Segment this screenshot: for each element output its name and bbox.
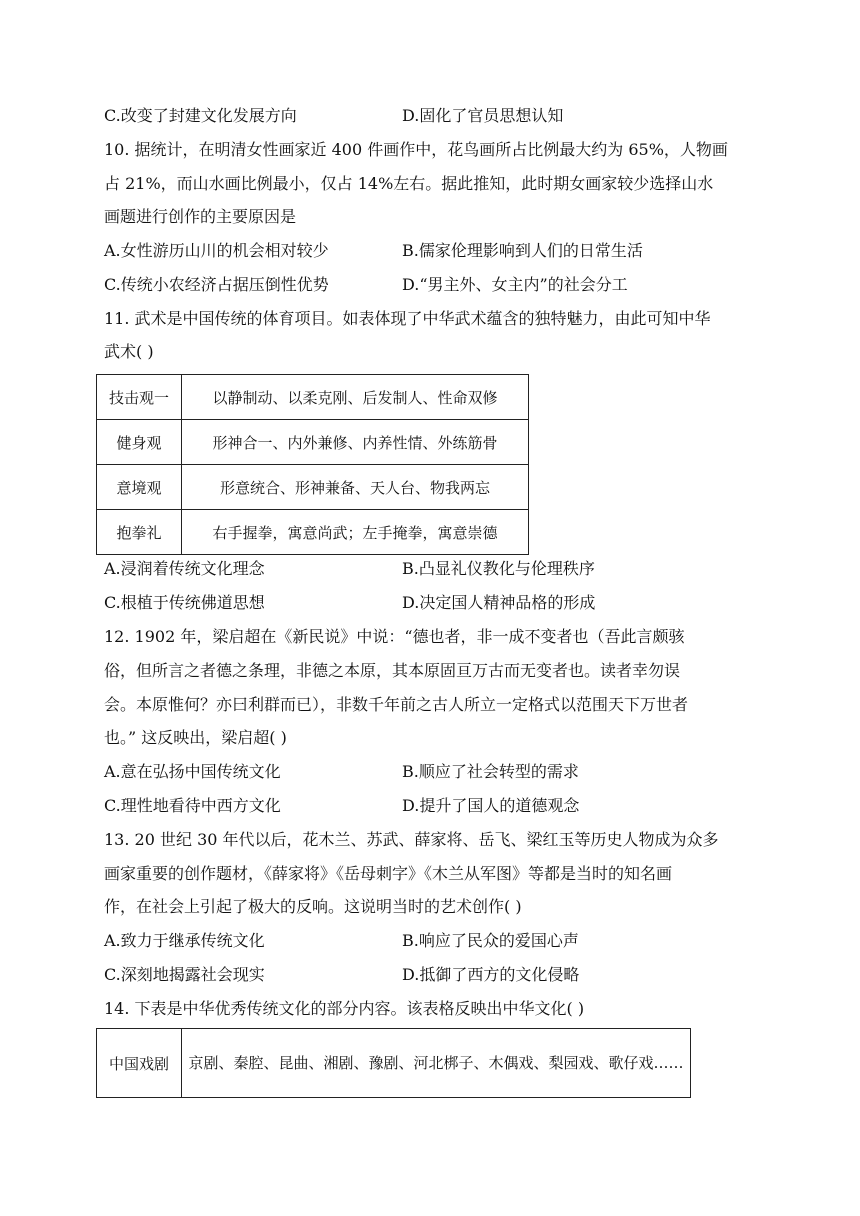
- q10-option-a[interactable]: A.女性游历山川的机会相对较少: [104, 241, 329, 260]
- table-row: [97, 510, 529, 555]
- q11-option-b[interactable]: B.凸显礼仪教化与伦理秩序: [402, 559, 595, 578]
- q9-option-d[interactable]: D.固化了官员思想认知: [402, 106, 564, 125]
- q10-option-d[interactable]: D.“男主外、女主内”的社会分工: [402, 275, 628, 294]
- q12-option-d[interactable]: D.提升了国人的道德观念: [402, 796, 580, 815]
- q12-option-c[interactable]: C.理性地看待中西方文化: [104, 796, 281, 815]
- q13-stem-line-3: 作，在社会上引起了极大的反响。这说明当时的艺术创作( ): [104, 897, 522, 916]
- q11-options-row-cd: [104, 592, 764, 614]
- q10-stem-line-3: 画题进行创作的主要原因是: [104, 207, 297, 226]
- q11-options-row-ab: [104, 558, 764, 580]
- table-row-content: 形神合一、内外兼修、内养性情、外练筋骨: [182, 420, 529, 465]
- q11-stem-line-2: 武术( ): [104, 342, 154, 361]
- table-row: [97, 465, 529, 510]
- q13-options-row-cd: [104, 964, 764, 986]
- q11-stem-line-1: 11. 武术是中国传统的体育项目。如表体现了中华武术蕴含的独特魅力，由此可知中华: [104, 309, 711, 328]
- q12-option-b[interactable]: B.顺应了社会转型的需求: [402, 762, 579, 781]
- q14-table: [96, 1028, 691, 1098]
- table-row-head: 抱拳礼: [97, 510, 182, 555]
- q10-stem-line-2: 占 21%，而山水画比例最小，仅占 14%左右。据此推知，此时期女画家较少选择山水: [104, 174, 714, 193]
- q13-option-c[interactable]: C.深刻地揭露社会现实: [104, 965, 265, 984]
- table-row-head: 健身观: [97, 420, 182, 465]
- q11-option-c[interactable]: C.根植于传统佛道思想: [104, 593, 265, 612]
- q10-stem-line-1: 10. 据统计，在明清女性画家近 400 件画作中，花鸟画所占比例最大约为 65%，人物画: [104, 140, 728, 159]
- q13-option-a[interactable]: A.致力于继承传统文化: [104, 931, 265, 950]
- q13-option-d[interactable]: D.抵御了西方的文化侵略: [402, 965, 580, 984]
- table-row: [97, 375, 529, 420]
- table-row-head: 中国戏剧: [97, 1029, 182, 1098]
- q9-option-c[interactable]: C.改变了封建文化发展方向: [104, 106, 297, 125]
- table-row: [97, 1029, 691, 1098]
- q13-stem-line-1: 13. 20 世纪 30 年代以后，花木兰、苏武、薛家将、岳飞、梁红玉等历史人物成为众多: [104, 830, 719, 849]
- q12-stem-line-2: 俗，但所言之者德之条理，非德之本原，其本原固亘万古而无变者也。读者幸勿误: [104, 661, 681, 680]
- q9-options-row-cd: [104, 105, 764, 127]
- q12-options-row-cd: [104, 795, 764, 817]
- table-row-content: 京剧、秦腔、昆曲、湘剧、豫剧、河北梆子、木偶戏、梨园戏、歌仔戏……: [182, 1029, 691, 1098]
- q10-option-c[interactable]: C.传统小农经济占据压倒性优势: [104, 275, 329, 294]
- q12-stem-line-1: 12. 1902 年，梁启超在《新民说》中说：“德也者，非一成不变者也（吾此言颇骇: [104, 627, 685, 646]
- q10-options-row-ab: [104, 240, 764, 262]
- q10-options-row-cd: [104, 274, 764, 296]
- q11-option-d[interactable]: D.决定国人精神品格的形成: [402, 593, 596, 612]
- q11-option-a[interactable]: A.浸润着传统文化理念: [104, 559, 265, 578]
- q12-option-a[interactable]: A.意在弘扬中国传统文化: [104, 762, 281, 781]
- q12-stem-line-3: 会。本原惟何？亦曰利群而已），非数千年前之古人所立一定格式以范围天下万世者: [104, 695, 689, 714]
- q13-option-b[interactable]: B.响应了民众的爱国心声: [402, 931, 579, 950]
- q14-stem-line-1: 14. 下表是中华优秀传统文化的部分内容。该表格反映出中华文化( ): [104, 999, 585, 1018]
- q12-options-row-ab: [104, 761, 764, 783]
- table-row-head: 技击观一: [97, 375, 182, 420]
- q12-stem-line-4: 也。” 这反映出，梁启超( ): [104, 728, 287, 747]
- q11-table: [96, 374, 529, 555]
- q13-stem-line-2: 画家重要的创作题材，《薛家将》《岳母刺字》《木兰从军图》等都是当时的知名画: [104, 864, 673, 883]
- table-row-head: 意境观: [97, 465, 182, 510]
- table-row: [97, 420, 529, 465]
- q10-option-b[interactable]: B.儒家伦理影响到人们的日常生活: [402, 241, 643, 260]
- table-row-content: 右手握拳，寓意尚武；左手掩拳，寓意崇德: [182, 510, 529, 555]
- table-row-content: 形意统合、形神兼备、天人台、物我两忘: [182, 465, 529, 510]
- table-row-content: 以静制动、以柔克刚、后发制人、性命双修: [182, 375, 529, 420]
- q13-options-row-ab: [104, 930, 764, 952]
